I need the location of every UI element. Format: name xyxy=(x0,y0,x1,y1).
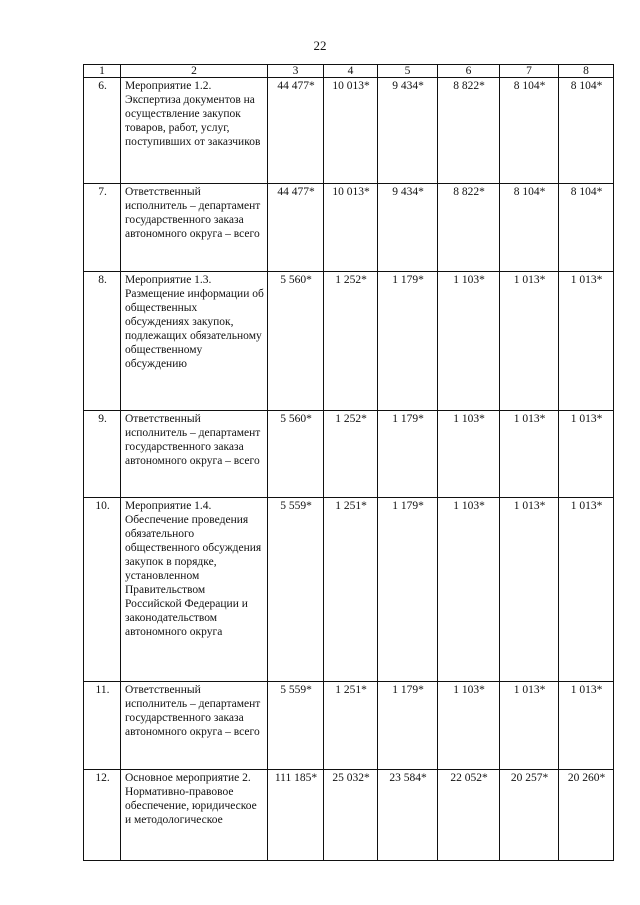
table-row xyxy=(84,78,614,184)
header-cell: 4 xyxy=(324,65,378,78)
value-cell: 5 559* xyxy=(268,682,324,770)
value-cell: 1 103* xyxy=(438,272,500,411)
value-cell: 8 104* xyxy=(500,184,559,272)
header-cell: 5 xyxy=(378,65,438,78)
header-cell: 2 xyxy=(121,65,268,78)
table-row xyxy=(84,498,614,682)
value-cell: 20 260* xyxy=(559,770,614,861)
row-name: Ответственный исполнитель – департамент государственного заказа автономного округа – всего xyxy=(121,682,268,770)
header-cell: 6 xyxy=(438,65,500,78)
table-row xyxy=(84,272,614,411)
value-cell: 23 584* xyxy=(378,770,438,861)
value-cell: 1 013* xyxy=(559,682,614,770)
row-number: 6. xyxy=(84,78,121,184)
value-cell: 1 179* xyxy=(378,272,438,411)
value-cell: 1 251* xyxy=(324,498,378,682)
value-cell: 1 252* xyxy=(324,272,378,411)
value-cell: 9 434* xyxy=(378,184,438,272)
header-cell: 1 xyxy=(84,65,121,78)
table-row xyxy=(84,770,614,861)
value-cell: 1 179* xyxy=(378,498,438,682)
value-cell: 44 477* xyxy=(268,184,324,272)
row-number: 8. xyxy=(84,272,121,411)
value-cell: 5 560* xyxy=(268,272,324,411)
header-cell: 7 xyxy=(500,65,559,78)
value-cell: 22 052* xyxy=(438,770,500,861)
row-name: Мероприятие 1.3. Размещение информации об общественных обсуждениях закупок, подлежащих обязательному общественному обсуждению xyxy=(121,272,268,411)
budget-table xyxy=(83,64,614,861)
value-cell: 8 822* xyxy=(438,78,500,184)
row-name: Ответственный исполнитель – департамент государственного заказа автономного округа – всего xyxy=(121,411,268,498)
value-cell: 1 013* xyxy=(500,682,559,770)
row-name: Ответственный исполнитель – департамент государственного заказа автономного округа – всего xyxy=(121,184,268,272)
row-name: Мероприятие 1.2. Экспертиза документов на осуществление закупок товаров, работ, услуг, поступивших от заказчиков xyxy=(121,78,268,184)
value-cell: 8 104* xyxy=(559,78,614,184)
row-number: 11. xyxy=(84,682,121,770)
value-cell: 1 013* xyxy=(559,498,614,682)
row-number: 10. xyxy=(84,498,121,682)
value-cell: 1 103* xyxy=(438,682,500,770)
value-cell: 1 013* xyxy=(559,272,614,411)
table-row xyxy=(84,184,614,272)
value-cell: 1 179* xyxy=(378,411,438,498)
value-cell: 1 251* xyxy=(324,682,378,770)
header-cell: 3 xyxy=(268,65,324,78)
value-cell: 1 179* xyxy=(378,682,438,770)
value-cell: 1 013* xyxy=(500,498,559,682)
row-name: Мероприятие 1.4. Обеспечение проведения обязательного общественного обсуждения закупок в порядке, установленном Правительством Российской Федерации и законодательством автономного округа xyxy=(121,498,268,682)
table-row xyxy=(84,411,614,498)
table-row xyxy=(84,682,614,770)
row-number: 7. xyxy=(84,184,121,272)
value-cell: 25 032* xyxy=(324,770,378,861)
value-cell: 10 013* xyxy=(324,78,378,184)
header-row xyxy=(84,65,614,78)
value-cell: 9 434* xyxy=(378,78,438,184)
value-cell: 8 104* xyxy=(559,184,614,272)
value-cell: 8 822* xyxy=(438,184,500,272)
row-name: Основное мероприятие 2. Нормативно-правовое обеспечение, юридическое и методологическое xyxy=(121,770,268,861)
value-cell: 1 103* xyxy=(438,498,500,682)
value-cell: 5 559* xyxy=(268,498,324,682)
value-cell: 1 252* xyxy=(324,411,378,498)
value-cell: 20 257* xyxy=(500,770,559,861)
value-cell: 8 104* xyxy=(500,78,559,184)
page-number: 22 xyxy=(313,38,327,53)
row-number: 12. xyxy=(84,770,121,861)
value-cell: 1 013* xyxy=(559,411,614,498)
row-number: 9. xyxy=(84,411,121,498)
header-cell: 8 xyxy=(559,65,614,78)
value-cell: 1 013* xyxy=(500,272,559,411)
value-cell: 44 477* xyxy=(268,78,324,184)
value-cell: 1 013* xyxy=(500,411,559,498)
value-cell: 111 185* xyxy=(268,770,324,861)
value-cell: 5 560* xyxy=(268,411,324,498)
value-cell: 10 013* xyxy=(324,184,378,272)
value-cell: 1 103* xyxy=(438,411,500,498)
